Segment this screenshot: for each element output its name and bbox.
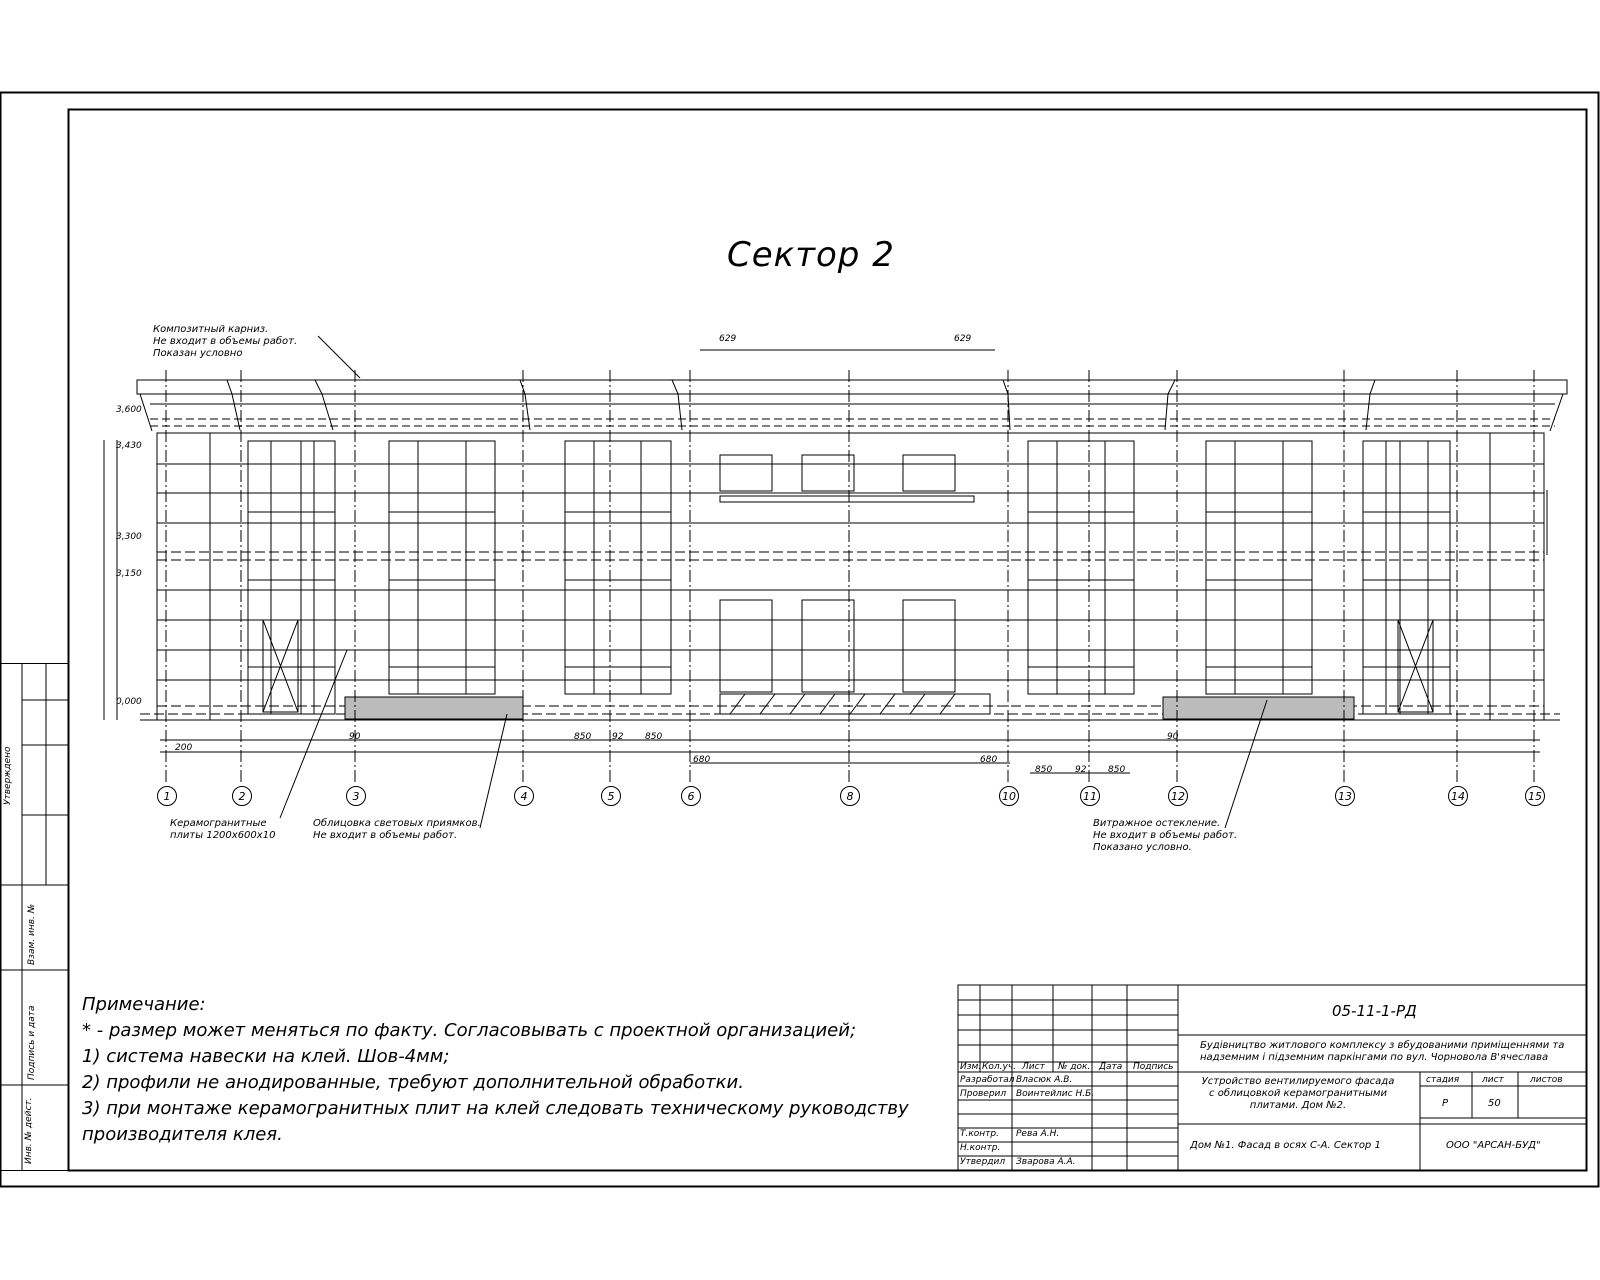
dim-label: 850 [645, 732, 663, 742]
facade-wall [140, 433, 1560, 720]
axis-marker-3: 3 [346, 786, 366, 806]
dim-label: 200 [175, 743, 193, 753]
axis-marker-11: 11 [1080, 786, 1100, 806]
tb-role: Н.контр. [960, 1143, 1001, 1153]
callout-light-pits [313, 818, 481, 842]
project-name [1200, 1040, 1564, 1064]
callout-glazing-line: Витражное остекление. [1093, 818, 1221, 829]
stage-header: стадия [1426, 1075, 1460, 1085]
sheets-header: листов [1530, 1075, 1563, 1085]
work-description [1188, 1076, 1408, 1112]
dim-label: 680 [693, 755, 711, 765]
side-stamp-replaced-inv: Взам. инв. № [27, 903, 37, 965]
dim-label: 850 [1035, 765, 1053, 775]
project-name-line: надземним і підземним паркінгами по вул. Чорновола В'ячеслава [1200, 1052, 1549, 1063]
axis-marker-15: 15 [1525, 786, 1545, 806]
project-name-line: Будівництво житлового комплексу з вбудованими приміщеннями та [1200, 1040, 1565, 1051]
note-line: 3) при монтаже керамогранитных плит на клей следовать техническому руководству [82, 1098, 909, 1119]
tb-role: Т.контр. [960, 1129, 1000, 1139]
callout-light-pits-line: Облицовка световых приямков. [313, 818, 481, 829]
tb-person: Воинтейлис Н.Б. [1016, 1089, 1095, 1099]
document-code: 05-11-1-РД [1332, 1002, 1417, 1020]
level-mark: 3,430 [116, 441, 142, 451]
axis-marker-6: 6 [681, 786, 701, 806]
tb-role: Разработал [960, 1075, 1015, 1085]
axis-marker-13: 13 [1335, 786, 1355, 806]
tb-col-header: № док. [1058, 1062, 1091, 1072]
tb-col-header: Дата [1099, 1062, 1123, 1072]
sheet-header: лист [1482, 1075, 1504, 1085]
axis-marker-2: 2 [232, 786, 252, 806]
company-name: ООО "АРСАН-БУД" [1446, 1140, 1541, 1151]
dim-label: 680 [980, 755, 998, 765]
callout-glazing-line: Показано условно. [1093, 842, 1192, 853]
stage-value: Р [1442, 1098, 1449, 1109]
tb-role: Утвердил [960, 1157, 1006, 1167]
callout-glazing-line: Не входит в объемы работ. [1093, 830, 1238, 841]
side-stamp-signature-date: Подпись и дата [27, 1005, 37, 1080]
axis-marker-1: 1 [157, 786, 177, 806]
dim-label: 629 [719, 334, 737, 344]
sheet-name: Дом №1. Фасад в осях С-А. Сектор 1 [1190, 1140, 1381, 1151]
callout-cornice-line: Показан условно [153, 348, 243, 359]
level-mark: 3,300 [116, 532, 142, 542]
dim-label: 850 [574, 732, 592, 742]
tb-col-header: Кол.уч. [982, 1062, 1017, 1072]
sheet-value: 50 [1488, 1098, 1501, 1109]
callout-cornice-line: Не входит в объемы работ. [153, 336, 298, 347]
dim-label: 850 [1108, 765, 1126, 775]
axis-marker-12: 12 [1168, 786, 1188, 806]
note-line: 2) профили не анодированные, требуют дополнительной обработки. [82, 1072, 744, 1093]
note-line: * - размер может меняться по факту. Согласовывать с проектной организацией; [82, 1020, 857, 1041]
level-mark: 0,000 [116, 697, 142, 707]
callout-ceramic [170, 818, 275, 842]
tb-col-header: Изм. [960, 1062, 982, 1072]
axis-marker-10: 10 [999, 786, 1019, 806]
callout-cornice [153, 324, 297, 360]
level-mark: 3,600 [116, 405, 142, 415]
callout-ceramic-line: Керамогранитные [170, 818, 267, 829]
note-line: 1) система навески на клей. Шов-4мм; [82, 1046, 450, 1067]
axis-lines [166, 370, 1534, 785]
side-stamp-inv-number: Инв. № дейст. [24, 1097, 34, 1164]
leader-lines [280, 336, 1267, 828]
tb-person: Рева А.Н. [1016, 1129, 1060, 1139]
callout-light-pits-line: Не входит в объемы работ. [313, 830, 458, 841]
tb-col-header: Подпись [1133, 1062, 1174, 1072]
axis-marker-5: 5 [601, 786, 621, 806]
notes-heading: Примечание: [82, 994, 206, 1015]
tb-role: Проверил [960, 1089, 1007, 1099]
axis-marker-14: 14 [1448, 786, 1468, 806]
tb-person: Власюк А.В. [1016, 1075, 1073, 1085]
dim-label: 90 [1167, 732, 1179, 742]
work-description-line: с облицовкой керамогранитными [1209, 1088, 1387, 1099]
callout-ceramic-line: плиты 1200х600х10 [170, 830, 276, 841]
dim-label: 90 [349, 732, 361, 742]
side-stamp-approved: Утверждено [3, 746, 13, 805]
note-line: производителя клея. [82, 1124, 283, 1145]
axis-marker-4: 4 [514, 786, 534, 806]
axis-marker-8: 8 [840, 786, 860, 806]
callout-cornice-line: Композитный карниз. [153, 324, 269, 335]
dim-label: 92 [1075, 765, 1087, 775]
tb-person: Зварова А.А. [1016, 1157, 1076, 1167]
level-mark: 3,150 [116, 569, 142, 579]
tb-col-header: Лист [1022, 1062, 1045, 1072]
work-description-line: плитами. Дом №2. [1249, 1100, 1347, 1111]
dim-label: 629 [954, 334, 972, 344]
callout-glazing [1093, 818, 1237, 854]
work-description-line: Устройство вентилируемого фасада [1201, 1076, 1395, 1087]
cornice [137, 380, 1567, 431]
dim-label: 92 [612, 732, 624, 742]
drawing-title: Сектор 2 [727, 235, 895, 275]
